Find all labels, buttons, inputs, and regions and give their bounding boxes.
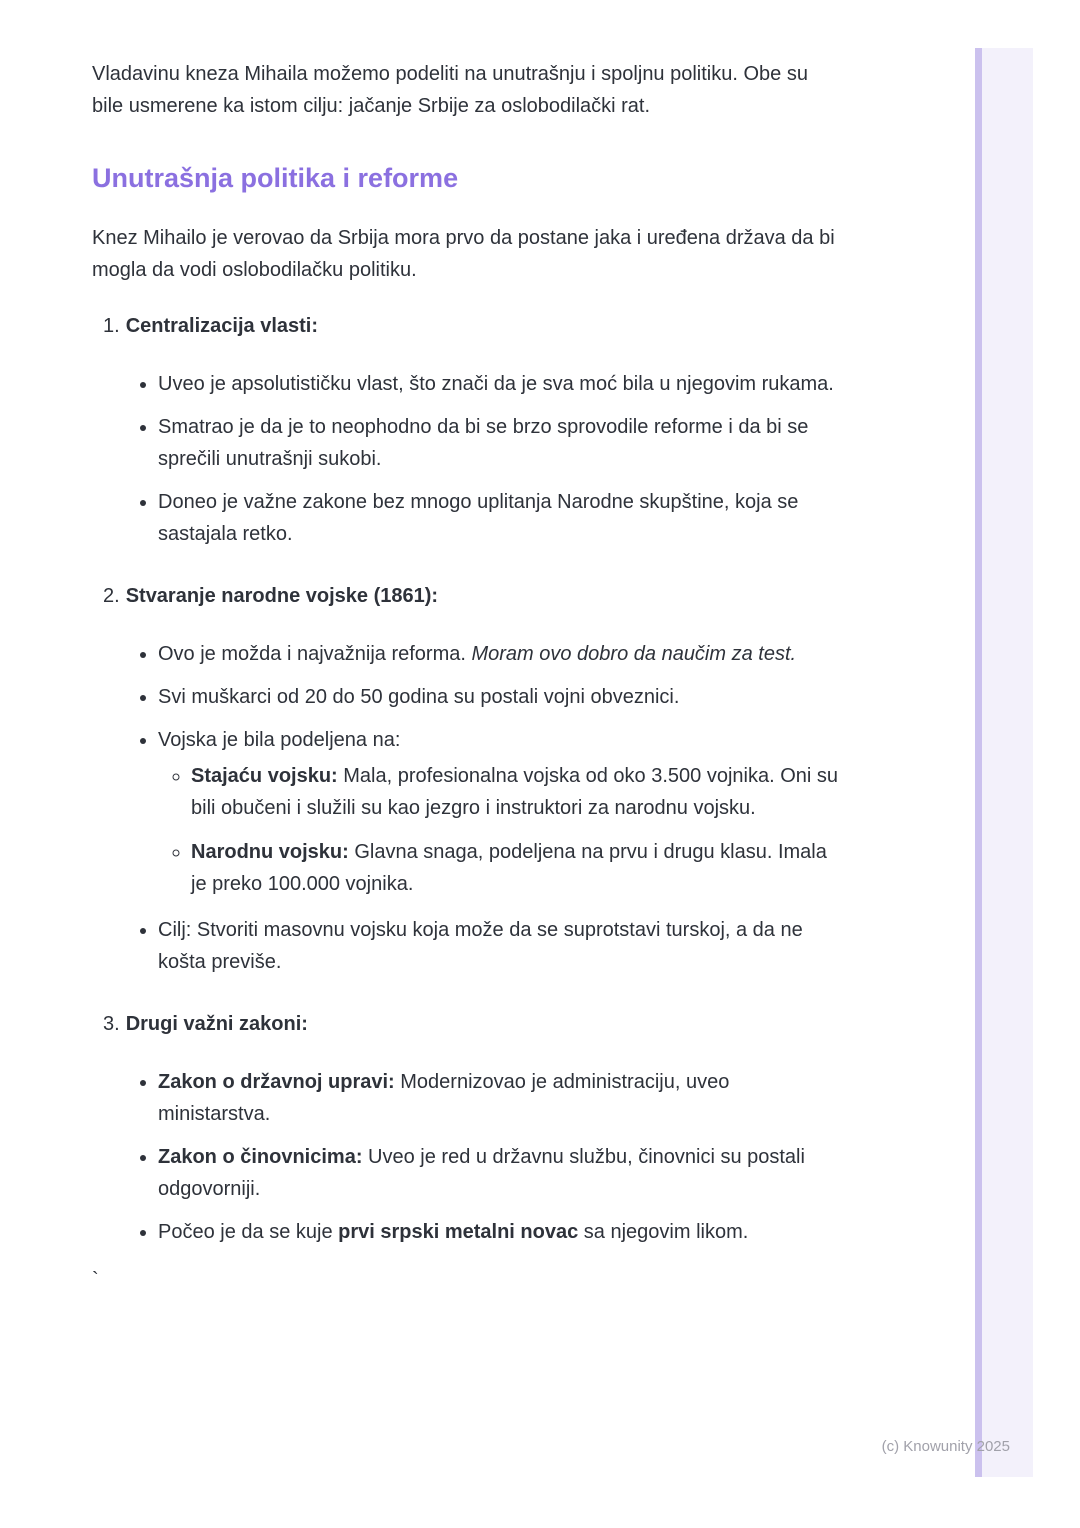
bullet-item xyxy=(158,1066,844,1130)
sub-bullet-list xyxy=(158,760,844,900)
section-title: Centralizacija vlasti: xyxy=(125,315,318,337)
bullet-lead: Zakon o činovnicima: xyxy=(158,1146,363,1168)
sub-bullet-item xyxy=(191,760,844,824)
sub-bullet-lead: Narodnu vojsku: xyxy=(191,841,349,863)
section-number: 3. xyxy=(103,1013,120,1035)
section-number: 1. xyxy=(103,315,120,337)
bullet-text: Svi muškarci od 20 do 50 godina su postali vojni obveznici. xyxy=(158,686,680,708)
bullet-lead: Zakon o državnoj upravi: xyxy=(158,1071,395,1093)
bullet-item xyxy=(158,638,844,670)
section-title: Drugi važni zakoni: xyxy=(125,1013,308,1035)
bullet-text-italic: Moram ovo dobro da naučim za test. xyxy=(471,643,797,665)
bullet-text: Počeo je da se kuje xyxy=(158,1221,339,1243)
intro-paragraph-2: Knez Mihailo je verovao da Srbija mora prvo da postane jaka i uređena država da bi mogla da vodi oslobodilačku politiku. xyxy=(92,227,835,281)
bullet-text: Cilj: Stvoriti masovnu vojsku koja može da se suprotstavi turskoj, a da ne košta previše. xyxy=(158,919,803,973)
section-number: 2. xyxy=(103,585,120,607)
bullet-list xyxy=(103,638,844,978)
bullet-item xyxy=(158,914,844,978)
bullet-bold-inline: prvi srpski metalni novac xyxy=(338,1221,579,1243)
section-heading-line xyxy=(103,580,844,612)
bullet-item xyxy=(158,1216,844,1248)
bullet-text: Uveo je red u državnu službu, činovnici su postali odgovorniji. xyxy=(158,1146,805,1200)
sub-bullet-text: Glavna snaga, podeljena na prvu i drugu klasu. Imala je preko 100.000 vojnika. xyxy=(191,841,827,895)
bullet-text: Modernizovao je administraciju, uveo ministarstva. xyxy=(158,1071,730,1125)
sub-bullet-item xyxy=(191,836,844,900)
bullet-item xyxy=(158,368,844,400)
bullet-item xyxy=(158,681,844,713)
copyright-footer: (c) Knowunity 2025 xyxy=(881,1438,1010,1455)
reforms-list xyxy=(92,310,844,1248)
bullet-text: Smatrao je da je to neophodno da bi se brzo sprovodile reforme i da bi se sprečili unutrašnji sukobi. xyxy=(158,416,809,470)
document-content xyxy=(92,58,844,1316)
sub-bullet-lead: Stajaću vojsku: xyxy=(191,765,338,787)
bullet-item xyxy=(158,724,844,900)
bullet-list xyxy=(103,1066,844,1248)
list-section-centralizacija xyxy=(103,310,844,550)
section-heading-line xyxy=(103,1008,844,1040)
section-heading-line xyxy=(103,310,844,342)
page-heading: Unutrašnja politika i reforme xyxy=(92,163,459,193)
bullet-item xyxy=(158,486,844,550)
bullet-item xyxy=(158,411,844,475)
list-section-drugi-zakoni xyxy=(103,1008,844,1248)
stray-backtick: ` xyxy=(92,1269,99,1291)
list-section-narodna-vojska xyxy=(103,580,844,978)
bullet-text: Vojska je bila podeljena na: xyxy=(158,729,401,751)
sub-bullet-text: Mala, profesionalna vojska od oko 3.500 vojnika. Oni su bili obučeni i služili su kao jezgro i instruktori za narodnu vojsku. xyxy=(191,765,839,819)
intro-paragraph-1: Vladavinu kneza Mihaila možemo podeliti na unutrašnju i spoljnu politiku. Obe su bile usmerene ka istom cilju: jačanje Srbije za oslobodilački rat. xyxy=(92,63,808,117)
bullet-text: Ovo je možda i najvažnija reforma. xyxy=(158,643,472,665)
bullet-text: Doneo je važne zakone bez mnogo uplitanja Narodne skupštine, koja se sastajala retko. xyxy=(158,491,799,545)
bullet-text: sa njegovim likom. xyxy=(578,1221,749,1243)
bullet-item xyxy=(158,1141,844,1205)
section-title: Stvaranje narodne vojske (1861): xyxy=(125,585,439,607)
right-accent-bar xyxy=(975,48,1033,1477)
bullet-text: Uveo je apsolutističku vlast, što znači da je sva moć bila u njegovim rukama. xyxy=(158,373,834,395)
bullet-list xyxy=(103,368,844,550)
